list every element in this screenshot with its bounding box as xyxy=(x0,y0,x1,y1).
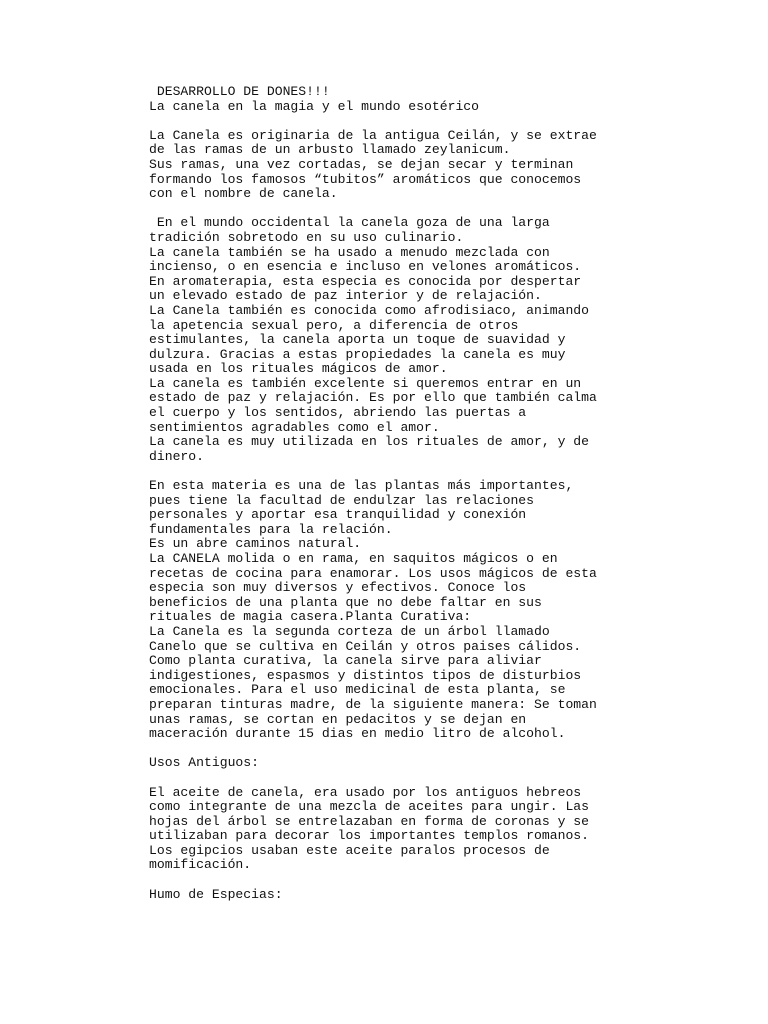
text-line: dulzura. Gracias a estas propiedades la canela es muy xyxy=(149,346,566,362)
blank-line xyxy=(149,742,749,757)
text-line: La canela también se ha usado a menudo mezclada con xyxy=(149,244,550,260)
blank-line xyxy=(149,873,749,888)
text-line: Usos Antiguos: xyxy=(149,755,260,771)
text-line: En aromaterapia, esta especia es conocida por despertar xyxy=(149,273,582,289)
text-line: hojas del árbol se entrelazaban en forma de coronas y se xyxy=(149,813,590,829)
text-line: La canela es también excelente si queremos entrar en un xyxy=(149,375,582,391)
text-line: sentimientos agradables como el amor. xyxy=(149,419,440,435)
text-line: recetas de cocina para enamorar. Los usos mágicos de esta xyxy=(149,565,597,581)
text-line: Sus ramas, una vez cortadas, se dejan secar y terminan xyxy=(149,156,574,172)
text-line: indigestiones, espasmos y distintos tipos de disturbios xyxy=(149,667,582,683)
text-line: La Canela es la segunda corteza de un árbol llamado xyxy=(149,623,550,639)
text-line: La CANELA molida o en rama, en saquitos mágicos o en xyxy=(149,551,558,566)
text-line: estimulantes, la canela aporta un toque de suavidad y xyxy=(149,332,566,348)
text-line: usada en los rituales mágicos de amor. xyxy=(149,361,448,377)
text-line: utilizaban para decorar los importantes templos romanos. xyxy=(149,828,590,844)
text-line: En el mundo occidental la canela goza de una larga xyxy=(149,215,550,231)
text-line: de las ramas de un arbusto llamado zeylanicum. xyxy=(149,142,511,158)
text-line: Canelo que se cultiva en Ceilán y otros paises cálidos. xyxy=(149,638,582,654)
document-body xyxy=(149,85,749,902)
text-line: el cuerpo y los sentidos, abriendo las puertas a xyxy=(149,405,527,421)
blank-line xyxy=(149,114,749,129)
text-line: unas ramas, se cortan en pedacitos y se dejan en xyxy=(149,711,527,727)
text-line: rituales de magia casera.Planta Curativa: xyxy=(149,609,472,625)
text-line: especia son muy diversos y efectivos. Conoce los xyxy=(149,580,527,596)
blank-line xyxy=(149,771,749,786)
text-line: La Canela también es conocida como afrodisiaco, animando xyxy=(149,302,590,318)
blank-line xyxy=(149,202,749,217)
text-line: como integrante de una mezcla de aceites para ungir. Las xyxy=(149,799,590,815)
text-line: Como planta curativa, la canela sirve para aliviar xyxy=(149,653,542,669)
text-line: tradición sobretodo en su uso culinario. xyxy=(149,229,464,245)
text-line: pues tiene la facultad de endulzar las relaciones xyxy=(149,492,535,508)
text-line: DESARROLLO DE DONES!!! xyxy=(149,84,330,99)
text-line: maceración durante 15 dias en medio litro de alcohol. xyxy=(149,726,566,742)
text-line: emocionales. Para el uso medicinal de esta planta, se xyxy=(149,682,566,698)
text-line: La Canela es originaria de la antigua Ceilán, y se extrae xyxy=(149,127,597,143)
text-line: Los egipcios usaban este aceite paralos procesos de xyxy=(149,842,550,858)
text-line: formando los famosos “tubitos” aromáticos que conocemos xyxy=(149,171,582,187)
text-line: La canela en la magia y el mundo esotérico xyxy=(149,98,480,114)
text-line: beneficios de una planta que no debe faltar en sus xyxy=(149,594,542,610)
text-line: personales y aportar esa tranquilidad y conexión xyxy=(149,507,527,523)
text-line: con el nombre de canela. xyxy=(149,186,338,202)
text-line: Es un abre caminos natural. xyxy=(149,536,362,552)
text-line: dinero. xyxy=(149,448,205,464)
text-line: El aceite de canela, era usado por los antiguos hebreos xyxy=(149,784,582,800)
text-line: Humo de Especias: xyxy=(149,886,283,902)
blank-line xyxy=(149,464,749,479)
text-line: La canela es muy utilizada en los rituales de amor, y de xyxy=(149,434,590,450)
text-line: momificación. xyxy=(149,857,252,873)
text-line: la apetencia sexual pero, a diferencia de otros xyxy=(149,317,519,333)
text-line: En esta materia es una de las plantas más importantes, xyxy=(149,478,574,494)
text-line: incienso, o en esencia e incluso en velones aromáticos. xyxy=(149,259,582,275)
text-line: fundamentales para la relación. xyxy=(149,521,393,537)
text-line: preparan tinturas madre, de la siguiente manera: Se toman xyxy=(149,696,597,712)
text-line: un elevado estado de paz interior y de relajación. xyxy=(149,288,542,304)
text-line: estado de paz y relajación. Es por ello que también calma xyxy=(149,390,597,406)
